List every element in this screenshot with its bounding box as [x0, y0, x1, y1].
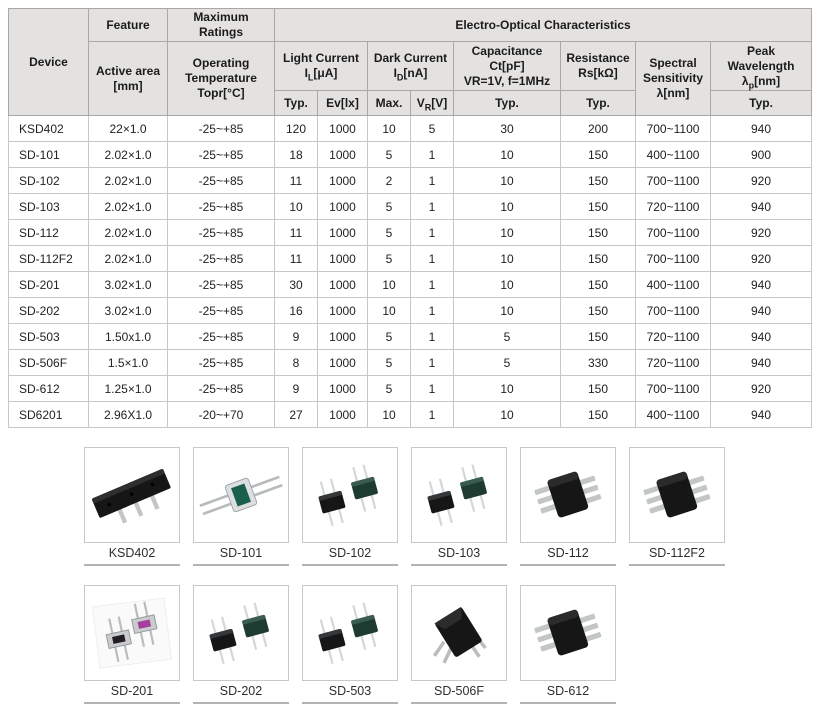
cell-op-temp: -25~+85: [168, 376, 275, 402]
cell-light-typ: 27: [275, 402, 318, 428]
table-row: [9, 168, 812, 194]
label-underline: [411, 702, 507, 704]
cell-res-typ: 150: [561, 220, 636, 246]
cell-op-temp: -25~+85: [168, 220, 275, 246]
cell-ev: 1000: [318, 116, 368, 142]
cell-op-temp: -25~+85: [168, 194, 275, 220]
cell-ev: 1000: [318, 194, 368, 220]
device-card: [629, 447, 725, 566]
cell-device: SD-101: [9, 142, 89, 168]
cell-device: SD-612: [9, 376, 89, 402]
header-peak-wavelength: [711, 42, 812, 91]
header-cap-typ: Typ.: [454, 91, 561, 116]
cell-res-typ: 150: [561, 272, 636, 298]
header-res-typ: Typ.: [561, 91, 636, 116]
cell-cap-typ: 10: [454, 272, 561, 298]
cell-res-typ: 150: [561, 246, 636, 272]
device-card: [520, 447, 616, 566]
cell-device: SD-112: [9, 220, 89, 246]
header-peak-typ: Typ.: [711, 91, 812, 116]
header-line: λ[nm]: [656, 86, 690, 100]
cell-spectral: 700~1100: [636, 246, 711, 272]
table-row: [9, 116, 812, 142]
cell-spectral: 700~1100: [636, 116, 711, 142]
cell-cap-typ: 5: [454, 324, 561, 350]
header-electro-optical: Electro-Optical Characteristics: [275, 9, 812, 42]
cell-active-area: 2.02×1.0: [89, 168, 168, 194]
cell-res-typ: 200: [561, 116, 636, 142]
device-label: SD-112F2: [648, 546, 706, 560]
cell-ev: 1000: [318, 272, 368, 298]
header-spectral-sensitivity: [636, 42, 711, 116]
header-line: Ct[pF]: [489, 58, 525, 73]
device-photo-axial: [193, 447, 289, 543]
cell-device: SD-506F: [9, 350, 89, 376]
device-card: [302, 447, 398, 566]
device-photo-cardpair: [84, 585, 180, 681]
device-card: [84, 585, 180, 704]
device-card: [520, 585, 616, 704]
cell-op-temp: -25~+85: [168, 142, 275, 168]
cell-spectral: 720~1100: [636, 350, 711, 376]
device-label: SD-102: [328, 546, 372, 560]
label-underline: [411, 564, 507, 566]
label-underline: [193, 702, 289, 704]
label-underline: [84, 702, 180, 704]
device-label: KSD402: [108, 546, 156, 560]
table-row: [9, 402, 812, 428]
cell-vr: 1: [411, 402, 454, 428]
cell-dark-max: 10: [368, 402, 411, 428]
cell-light-typ: 9: [275, 324, 318, 350]
cell-dark-max: 2: [368, 168, 411, 194]
cell-dark-max: 5: [368, 376, 411, 402]
header-dark-max: Max.: [368, 91, 411, 116]
table-row: [9, 350, 812, 376]
spec-table-body: [9, 116, 812, 428]
cell-ev: 1000: [318, 246, 368, 272]
cell-ev: 1000: [318, 350, 368, 376]
cell-res-typ: 150: [561, 376, 636, 402]
cell-cap-typ: 10: [454, 246, 561, 272]
table-row: [9, 298, 812, 324]
cell-cap-typ: 10: [454, 298, 561, 324]
cell-cap-typ: 30: [454, 116, 561, 142]
cell-op-temp: -25~+85: [168, 246, 275, 272]
cell-spectral: 700~1100: [636, 298, 711, 324]
cell-peak: 940: [711, 272, 812, 298]
cell-ev: 1000: [318, 142, 368, 168]
cell-res-typ: 150: [561, 298, 636, 324]
cell-dark-max: 10: [368, 116, 411, 142]
cell-peak: 940: [711, 402, 812, 428]
header-feature: Feature: [89, 9, 168, 42]
cell-vr: 1: [411, 220, 454, 246]
header-line: Temperature: [185, 71, 257, 85]
cell-dark-max: 10: [368, 298, 411, 324]
cell-active-area: 1.50x1.0: [89, 324, 168, 350]
header-line: $I_L[\mu A]$: [304, 66, 338, 83]
header-line: [mm]: [113, 78, 143, 93]
cell-op-temp: -20~+70: [168, 402, 275, 428]
device-card: [193, 585, 289, 704]
header-line: $I_D[nA]$: [393, 66, 428, 83]
header-light-current: [275, 42, 368, 91]
header-line: VR=1V, f=1MHz: [463, 73, 551, 88]
cell-ev: 1000: [318, 220, 368, 246]
cell-light-typ: 9: [275, 376, 318, 402]
cell-peak: 920: [711, 376, 812, 402]
header-row-columns: [9, 42, 812, 91]
cell-op-temp: -25~+85: [168, 116, 275, 142]
device-label: SD-201: [110, 684, 154, 698]
cell-res-typ: 150: [561, 168, 636, 194]
header-line: Sensitivity: [642, 71, 704, 85]
cell-spectral: 400~1100: [636, 142, 711, 168]
cell-cap-typ: 10: [454, 168, 561, 194]
label-underline: [193, 564, 289, 566]
cell-light-typ: 16: [275, 298, 318, 324]
label-underline: [84, 564, 180, 566]
cell-dark-max: 5: [368, 246, 411, 272]
cell-vr: 1: [411, 272, 454, 298]
cell-spectral: 400~1100: [636, 402, 711, 428]
cell-ev: 1000: [318, 402, 368, 428]
header-line: Rs[kΩ]: [578, 66, 618, 80]
cell-peak: 940: [711, 350, 812, 376]
table-row: [9, 376, 812, 402]
header-operating-temperature: [168, 42, 275, 116]
cell-light-typ: 8: [275, 350, 318, 376]
cell-vr: 1: [411, 246, 454, 272]
spec-table: [8, 8, 812, 428]
label-underline: [302, 564, 398, 566]
cell-light-typ: 11: [275, 220, 318, 246]
cell-dark-max: 5: [368, 350, 411, 376]
gallery-row2: [84, 585, 616, 704]
cell-active-area: 2.02×1.0: [89, 142, 168, 168]
cell-peak: 920: [711, 168, 812, 194]
header-capacitance: [454, 42, 561, 91]
device-label: SD-103: [437, 546, 481, 560]
cell-device: SD-201: [9, 272, 89, 298]
cell-peak: 920: [711, 220, 812, 246]
cell-ev: 1000: [318, 168, 368, 194]
cell-active-area: 2.02×1.0: [89, 194, 168, 220]
cell-spectral: 700~1100: [636, 168, 711, 194]
header-line: Operating: [192, 56, 250, 70]
cell-spectral: 720~1100: [636, 324, 711, 350]
cell-cap-typ: 10: [454, 402, 561, 428]
device-label: SD-202: [219, 684, 263, 698]
cell-vr: 1: [411, 298, 454, 324]
header-active-area: [89, 42, 168, 116]
device-photo-dip: [411, 585, 507, 681]
cell-op-temp: -25~+85: [168, 168, 275, 194]
cell-vr: 1: [411, 142, 454, 168]
device-photo-pair: [302, 447, 398, 543]
cell-device: SD-112F2: [9, 246, 89, 272]
table-row: [9, 220, 812, 246]
cell-res-typ: 150: [561, 194, 636, 220]
cell-active-area: 2.02×1.0: [89, 220, 168, 246]
cell-light-typ: 11: [275, 168, 318, 194]
header-line: Capacitance: [471, 43, 543, 58]
table-row: [9, 272, 812, 298]
cell-res-typ: 330: [561, 350, 636, 376]
header-line: Light Current: [283, 51, 359, 65]
header-line: Resistance: [566, 51, 630, 65]
cell-op-temp: -25~+85: [168, 298, 275, 324]
cell-device: SD-103: [9, 194, 89, 220]
label-underline: [520, 564, 616, 566]
cell-peak: 940: [711, 298, 812, 324]
cell-cap-typ: 10: [454, 194, 561, 220]
device-card: [193, 447, 289, 566]
header-vr: $V_R[V]$: [411, 91, 454, 116]
cell-op-temp: -25~+85: [168, 272, 275, 298]
cell-vr: 1: [411, 376, 454, 402]
table-row: [9, 142, 812, 168]
cell-peak: 940: [711, 324, 812, 350]
header-line: Peak: [747, 43, 776, 58]
cell-cap-typ: 10: [454, 376, 561, 402]
cell-cap-typ: 10: [454, 220, 561, 246]
cell-vr: 1: [411, 324, 454, 350]
cell-op-temp: -25~+85: [168, 324, 275, 350]
device-photo-bar3: [84, 447, 180, 543]
cell-cap-typ: 5: [454, 350, 561, 376]
cell-light-typ: 30: [275, 272, 318, 298]
header-ev: Ev[lx]: [318, 91, 368, 116]
gallery-row1: [84, 447, 725, 566]
device-photo-pair: [302, 585, 398, 681]
cell-light-typ: 120: [275, 116, 318, 142]
header-dark-current: [368, 42, 454, 91]
cell-device: SD-503: [9, 324, 89, 350]
label-underline: [302, 702, 398, 704]
cell-ev: 1000: [318, 324, 368, 350]
cell-cap-typ: 10: [454, 142, 561, 168]
device-card: [411, 585, 507, 704]
cell-vr: 1: [411, 194, 454, 220]
table-row: [9, 246, 812, 272]
header-device: Device: [9, 9, 89, 116]
cell-ev: 1000: [318, 376, 368, 402]
cell-active-area: 3.02×1.0: [89, 298, 168, 324]
cell-dark-max: 10: [368, 272, 411, 298]
cell-peak: 900: [711, 142, 812, 168]
cell-dark-max: 5: [368, 142, 411, 168]
device-card: [84, 447, 180, 566]
cell-peak: 940: [711, 194, 812, 220]
device-photo-pair: [411, 447, 507, 543]
device-photo-smd: [629, 447, 725, 543]
header-resistance: [561, 42, 636, 91]
header-line: Dark Current: [373, 51, 448, 65]
device-photo-pair: [193, 585, 289, 681]
cell-peak: 920: [711, 246, 812, 272]
cell-dark-max: 5: [368, 324, 411, 350]
cell-op-temp: -25~+85: [168, 350, 275, 376]
cell-vr: 1: [411, 168, 454, 194]
device-label: SD-612: [546, 684, 590, 698]
cell-res-typ: 150: [561, 142, 636, 168]
header-light-typ: Typ.: [275, 91, 318, 116]
cell-dark-max: 5: [368, 220, 411, 246]
header-line: Active area: [95, 63, 161, 78]
cell-device: SD-102: [9, 168, 89, 194]
cell-vr: 1: [411, 350, 454, 376]
device-label: SD-112: [547, 546, 589, 560]
device-photo-smd: [520, 585, 616, 681]
cell-device: KSD402: [9, 116, 89, 142]
header-line: Topr[°C]: [197, 86, 245, 100]
label-underline: [629, 564, 725, 566]
cell-light-typ: 18: [275, 142, 318, 168]
device-label: SD-101: [219, 546, 263, 560]
header-line: Spectral: [649, 56, 697, 70]
cell-ev: 1000: [318, 298, 368, 324]
table-row: [9, 324, 812, 350]
cell-spectral: 720~1100: [636, 194, 711, 220]
device-photo-smd: [520, 447, 616, 543]
header-maximum-ratings: Maximum Ratings: [168, 9, 275, 42]
cell-active-area: 2.02×1.0: [89, 246, 168, 272]
cell-device: SD6201: [9, 402, 89, 428]
cell-peak: 940: [711, 116, 812, 142]
cell-res-typ: 150: [561, 324, 636, 350]
cell-spectral: 400~1100: [636, 272, 711, 298]
cell-active-area: 3.02×1.0: [89, 272, 168, 298]
cell-active-area: 1.5×1.0: [89, 350, 168, 376]
device-label: SD-503: [328, 684, 372, 698]
label-underline: [520, 702, 616, 704]
table-row: [9, 194, 812, 220]
cell-active-area: 22×1.0: [89, 116, 168, 142]
header-line: $\lambda_p[nm]$: [741, 73, 781, 90]
cell-spectral: 700~1100: [636, 220, 711, 246]
cell-dark-max: 5: [368, 194, 411, 220]
cell-res-typ: 150: [561, 402, 636, 428]
header-line: Wavelength: [727, 58, 795, 73]
device-card: [411, 447, 507, 566]
cell-active-area: 2.96X1.0: [89, 402, 168, 428]
cell-device: SD-202: [9, 298, 89, 324]
cell-light-typ: 11: [275, 246, 318, 272]
cell-vr: 5: [411, 116, 454, 142]
device-card: [302, 585, 398, 704]
cell-spectral: 700~1100: [636, 376, 711, 402]
cell-light-typ: 10: [275, 194, 318, 220]
cell-active-area: 1.25×1.0: [89, 376, 168, 402]
device-label: SD-506F: [433, 684, 485, 698]
header-row-groups: [9, 9, 812, 42]
